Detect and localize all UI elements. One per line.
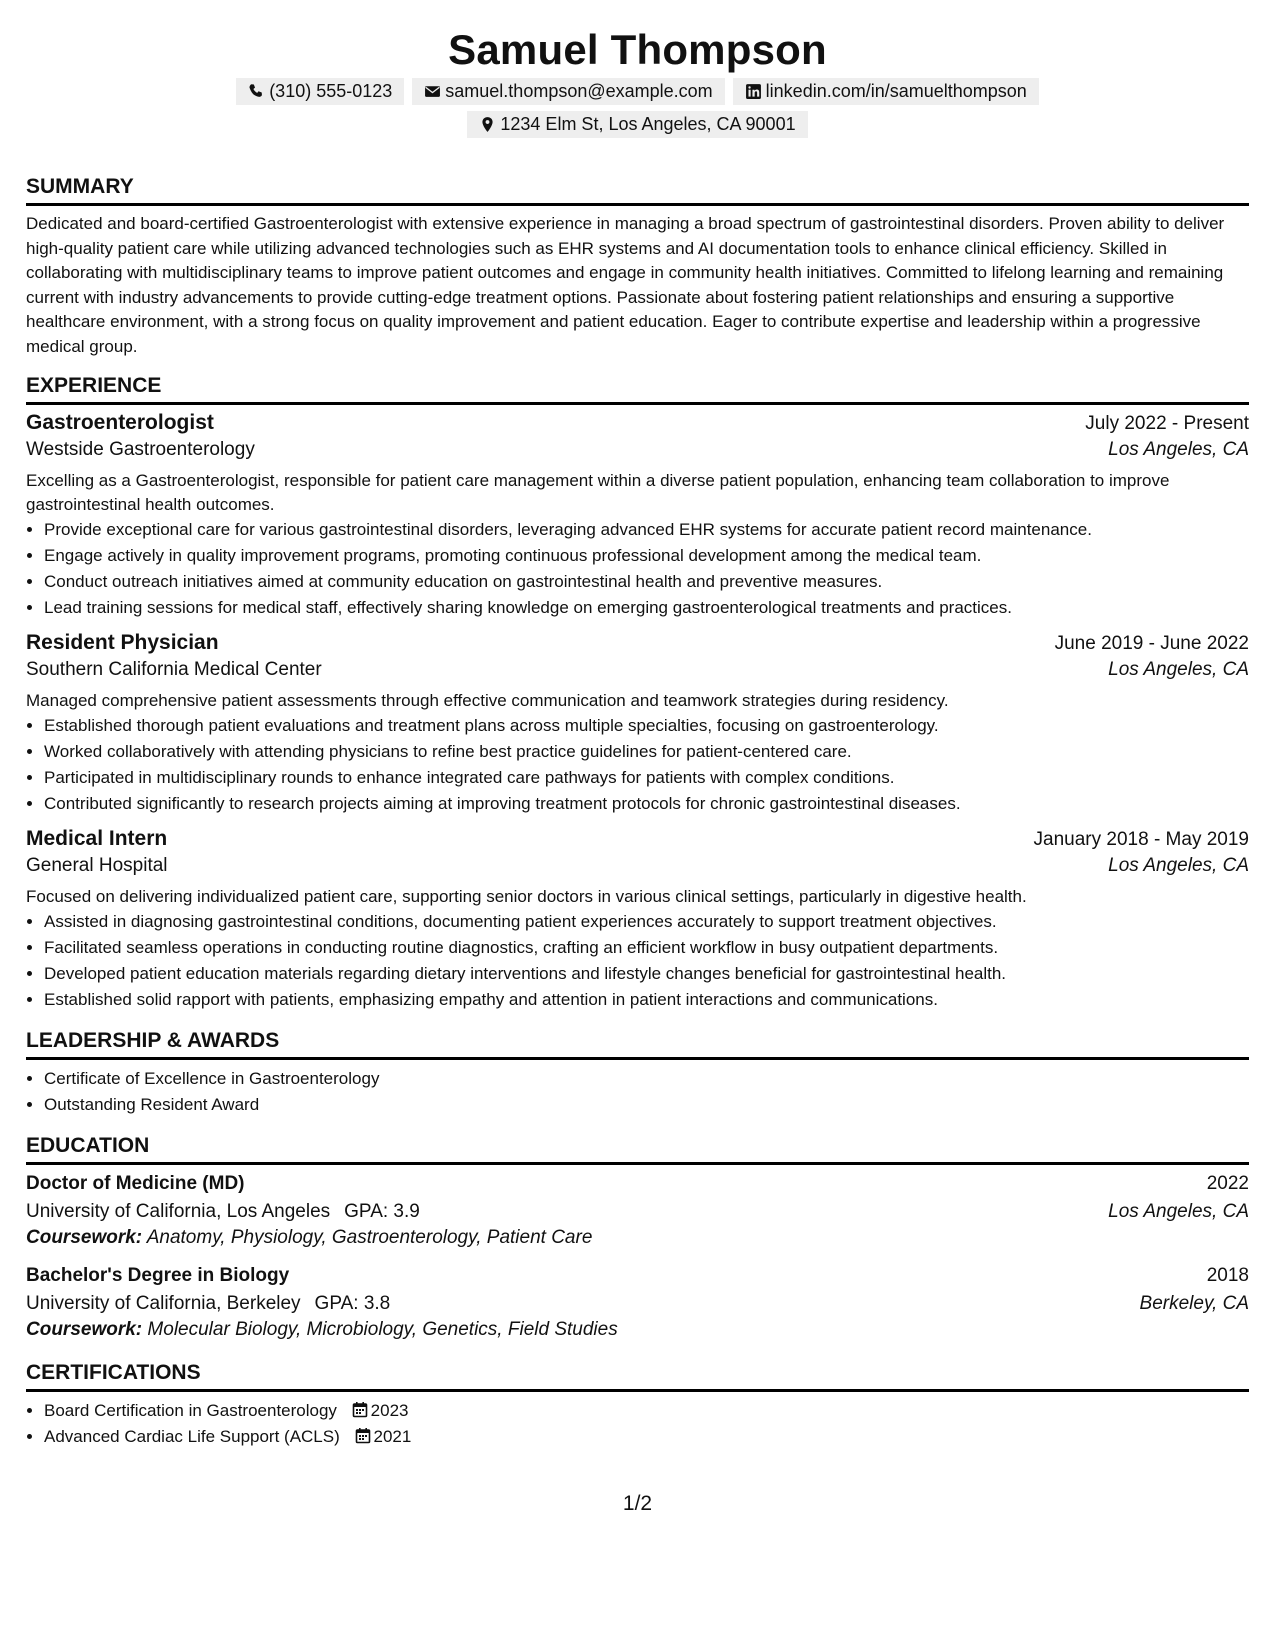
education-section [26,1132,1249,1341]
job-organization: Southern California Medical Center [26,659,322,680]
school-name: University of California, Berkeley [26,1293,301,1314]
list-item: • Conduct outreach initiatives aimed at community education on gastrointestinal health and preventive measures. [44,569,1249,595]
coursework-text: Anatomy, Physiology, Gastroenterology, Patient Care [146,1227,593,1248]
page-number: 1/2 [622,1492,653,1515]
coursework-label: Coursework: [26,1227,143,1248]
education-entry [26,1265,1249,1341]
job-bullets [26,713,1249,817]
email-chip[interactable] [412,78,724,105]
job-description: Excelling as a Gastroenterologist, responsible for patient care management within a diverse patient population, enhancing team collaboration to improve gastrointestinal health outcomes. [26,471,1170,514]
job-title: Gastroenterologist [26,411,214,434]
degree-title: Doctor of Medicine (MD) [26,1173,245,1194]
list-item: • Established solid rapport with patients, emphasizing empathy and attention in patient interactions and communications. [44,987,1249,1013]
job-organization: General Hospital [26,855,168,876]
phone-icon [248,83,265,100]
contact-row-2 [26,111,1249,138]
school-location: Los Angeles, CA [1108,1201,1249,1222]
address-chip [467,111,807,138]
job-bullets [26,909,1249,1013]
gpa-text: GPA: 3.8 [314,1293,391,1314]
certifications-section [26,1359,1249,1450]
certification-name: Board Certification in Gastroenterology [44,1401,337,1420]
degree-year: 2022 [1206,1173,1249,1194]
leadership-list [26,1066,1249,1118]
job-title: Medical Intern [26,827,168,850]
job-dates: January 2018 - May 2019 [1033,829,1249,850]
job-dates: July 2022 - Present [1085,413,1249,434]
list-item: • Assisted in diagnosing gastrointestinal conditions, documenting patient experiences accurately to support treatment objectives. [44,909,1249,935]
list-item: • Established thorough patient evaluations and treatment plans across multiple specialties, focusing on gastroenterology. [44,713,1249,739]
job-entry [26,631,1249,817]
coursework-text: Molecular Biology, Microbiology, Genetics, Field Studies [147,1319,618,1340]
coursework-label: Coursework: [26,1319,143,1340]
list-item [44,1424,1249,1450]
degree-title: Bachelor's Degree in Biology [26,1265,290,1286]
job-entry [26,411,1249,621]
leadership-heading: LEADERSHIP & AWARDS [26,1027,1249,1060]
summary-heading: SUMMARY [26,173,1249,206]
list-item: • Contributed significantly to research projects aiming at improving treatment protocols for chronic gastrointestinal diseases. [44,791,1249,817]
job-bullets [26,517,1249,621]
experience-heading: EXPERIENCE [26,372,1249,405]
phone-chip[interactable] [236,78,404,105]
envelope-icon [424,83,441,100]
list-item: • Developed patient education materials regarding dietary interventions and lifestyle changes beneficial for gastrointestinal health. [44,961,1249,987]
job-organization: Westside Gastroenterology [26,439,255,460]
summary-section [26,173,1249,359]
list-item: • Worked collaboratively with attending physicians to refine best practice guidelines for patient-centered care. [44,739,1249,765]
linkedin-text: linkedin.com/in/samuelthompson [765,81,1027,101]
job-description: Managed comprehensive patient assessments through effective communication and teamwork strategies during residency. [26,691,949,710]
job-location: Los Angeles, CA [1108,855,1249,876]
experience-section [26,372,1249,1013]
certifications-list [26,1398,1249,1450]
degree-year: 2018 [1206,1265,1249,1286]
school-line [26,1293,390,1315]
education-heading: EDUCATION [26,1132,1249,1165]
summary-text: Dedicated and board-certified Gastroenterologist with extensive experience in managing a broad spectrum of gastrointestinal disorders. Proven ability to deliver high-quality patient care while utilizing advanced technologies such as EHR systems and AI documentation tools to enhance clinical efficiency. Skilled in collaborating with multidisciplinary teams to improve patient outcomes and engage in community health initiatives. Committed to lifelong learning and remaining current with industry advancements to provide cutting-edge treatment options. Passionate about fostering patient relationships and ensuring a supportive healthcare environment, with a strong focus on quality improvement and patient education. Eager to contribute expertise and leadership within a progressive medical group. [26,214,1225,356]
list-item: • Provide exceptional care for various gastrointestinal disorders, leveraging advanced EHR systems for accurate patient record maintenance. [44,517,1249,543]
map-marker-icon [479,116,496,133]
certification-name: Advanced Cardiac Life Support (ACLS) [44,1427,340,1446]
coursework-line [26,1227,1249,1249]
school-line [26,1201,420,1223]
email-text: samuel.thompson@example.com [445,81,713,101]
calendar-icon [352,1401,368,1418]
list-item: • Outstanding Resident Award [44,1092,1249,1118]
list-item: • Participated in multidisciplinary rounds to enhance integrated care pathways for patients with complex conditions. [44,765,1249,791]
linkedin-icon [745,83,762,100]
leadership-section [26,1027,1249,1118]
candidate-name: Samuel Thompson [448,26,827,73]
gpa-text: GPA: 3.9 [344,1201,420,1222]
linkedin-chip[interactable] [733,78,1039,105]
list-item: • Certificate of Excellence in Gastroenterology [44,1066,1249,1092]
list-item [44,1398,1249,1424]
list-item: • Facilitated seamless operations in conducting routine diagnostics, crafting an efficient workflow in busy outpatient departments. [44,935,1249,961]
job-dates: June 2019 - June 2022 [1054,633,1249,654]
school-name: University of California, Los Angeles [26,1201,331,1222]
calendar-icon [355,1427,371,1444]
coursework-line [26,1319,1249,1341]
certification-year: 2021 [373,1427,412,1446]
school-location: Berkeley, CA [1139,1293,1249,1314]
certifications-heading: CERTIFICATIONS [26,1359,1249,1392]
resume-page [26,0,1249,1450]
job-description: Focused on delivering individualized patient care, supporting senior doctors in various clinical settings, particularly in digestive health. [26,887,1027,906]
list-item: • Lead training sessions for medical staff, effectively sharing knowledge on emerging gastroenterological treatments and practices. [44,595,1249,621]
education-entry [26,1173,1249,1249]
job-location: Los Angeles, CA [1108,659,1249,680]
job-entry [26,827,1249,1013]
address-text: 1234 Elm St, Los Angeles, CA 90001 [500,114,796,134]
contact-row-1 [26,78,1249,105]
job-title: Resident Physician [26,631,219,654]
certification-year: 2023 [370,1401,409,1420]
job-location: Los Angeles, CA [1108,439,1249,460]
list-item: • Engage actively in quality improvement programs, promoting continuous professional development among the medical team. [44,543,1249,569]
phone-text: (310) 555-0123 [269,81,393,101]
